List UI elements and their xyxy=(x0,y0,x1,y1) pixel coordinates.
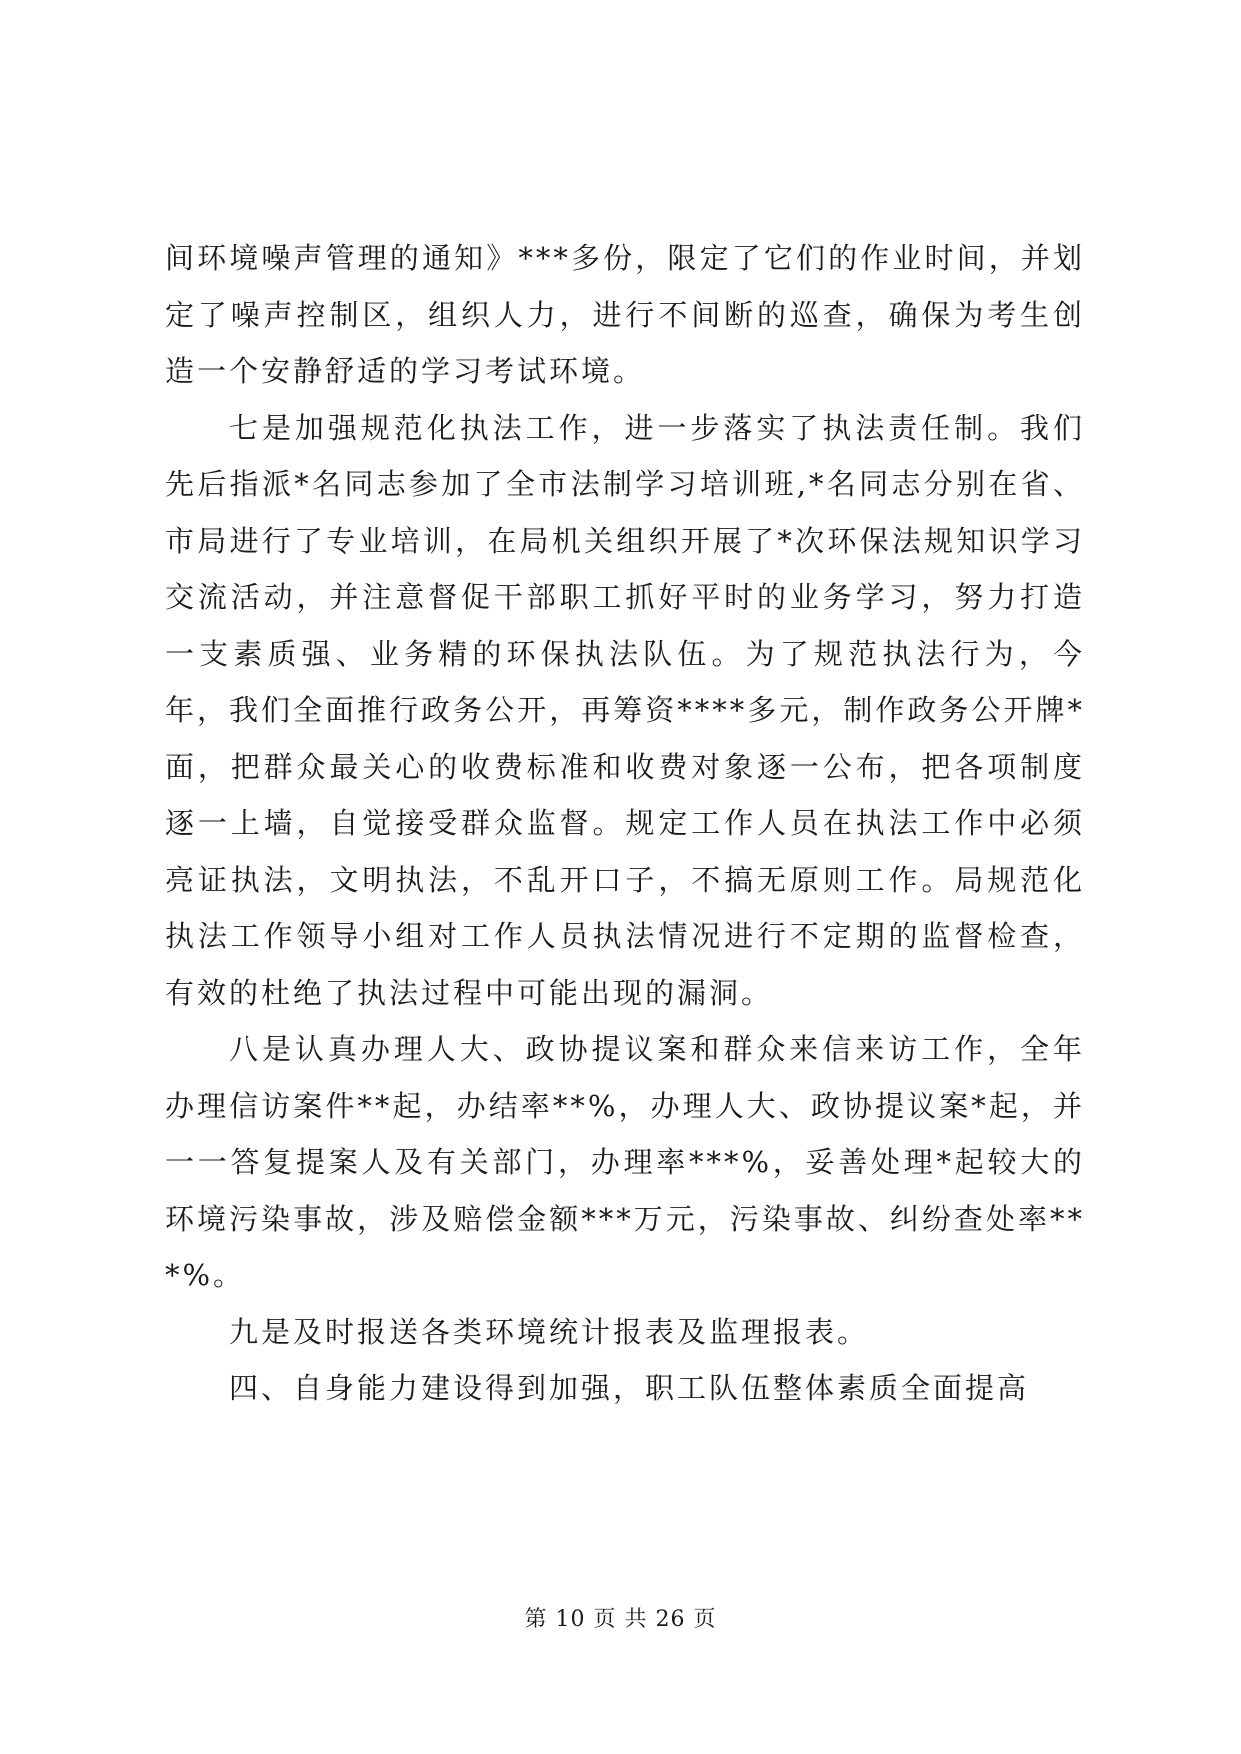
paragraph-continuation: 间环境噪声管理的通知》***多份，限定了它们的作业时间，并划定了噪声控制区，组织人力，进行不间断的巡查，确保为考生创造一个安静舒适的学习考试环境。 xyxy=(165,241,1085,388)
paragraph-item-seven: 七是加强规范化执法工作，进一步落实了执法责任制。我们先后指派*名同志参加了全市法制学习培训班,*名同志分别在省、市局进行了专业培训，在局机关组织开展了*次环保法规知识学习交流活动，并注意督促干部职工抓好平时的业务学习，努力打造一支素质强、业务精的环保执法队伍。为了规范执法行为，今年，我们全面推行政务公开，再筹资****多元，制作政务公开牌*面，把群众最关心的收费标准和收费对象逐一公布，把各项制度逐一上墙，自觉接受群众监督。规定工作人员在执法工作中必须亮证执法，文明执法，不乱开口子，不搞无原则工作。局规范化执法工作领导小组对工作人员执法情况进行不定期的监督检查，有效的杜绝了执法过程中可能出现的漏洞。 xyxy=(165,410,1085,1010)
section-heading-four: 四、自身能力建设得到加强，职工队伍整体素质全面提高 xyxy=(229,1371,1030,1405)
page-number-footer: 第 10 页 共 26 页 xyxy=(524,1607,717,1632)
paragraph-item-nine: 九是及时报送各类环境统计报表及监理报表。 xyxy=(229,1314,870,1349)
paragraph-item-eight: 八是认真办理人大、政协提议案和群众来信来访工作，全年办理信访案件**起，办结率**%，办理人大、政协提议案*起，并一一答复提案人及有关部门，办理率***%，妥善处理*起较大的环境污染事故，涉及赔偿金额***万元，污染事故、纠纷查处率***%。 xyxy=(165,1032,1085,1292)
document-body xyxy=(165,230,1085,1417)
